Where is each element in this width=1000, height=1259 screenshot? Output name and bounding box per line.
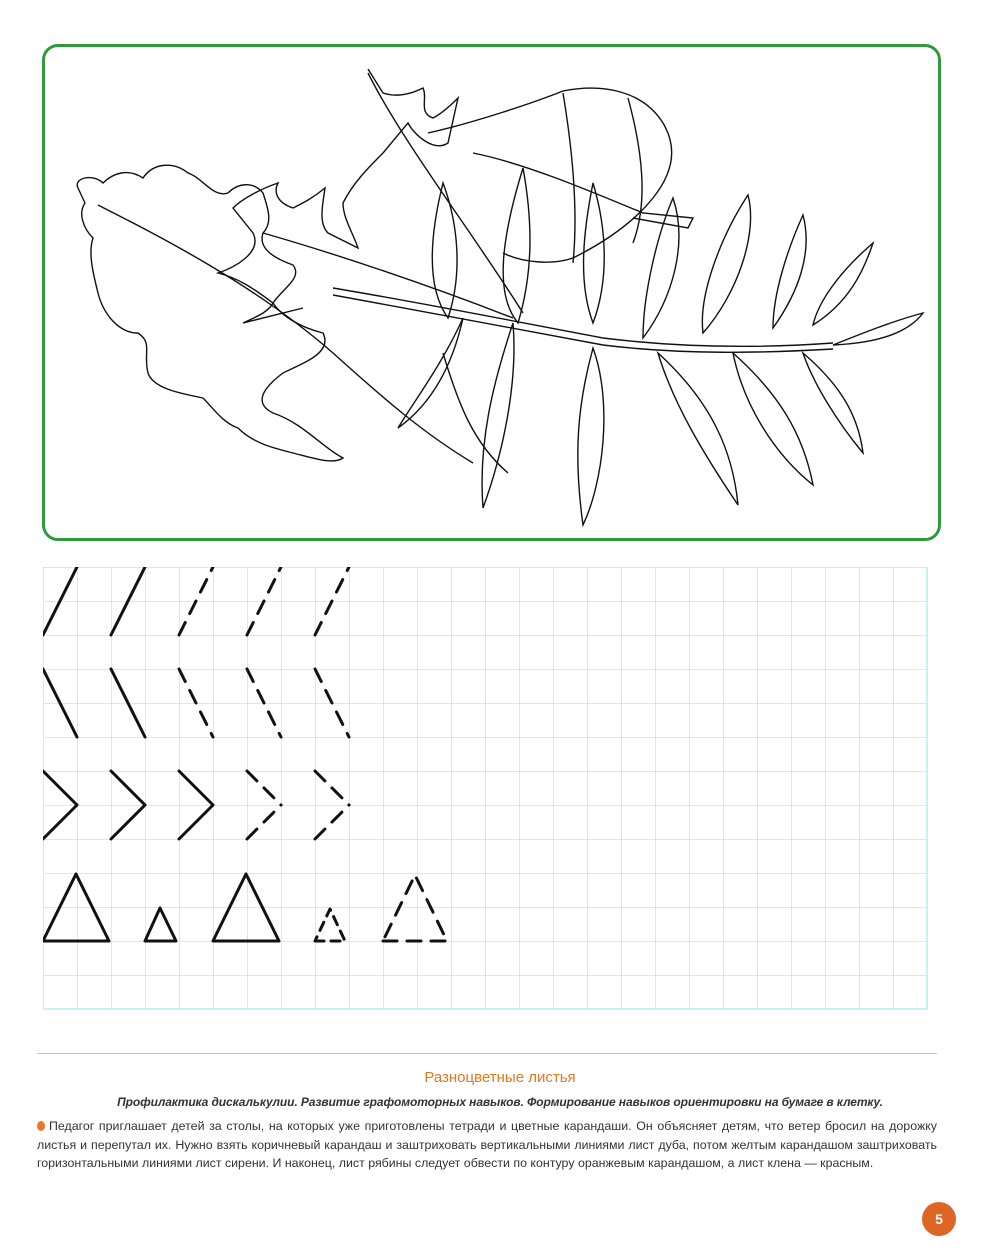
maple-leaf [218, 69, 458, 323]
exercise-subtitle: Профилактика дискалькулии. Развитие графомоторных навыков. Формирование навыков ориентировки на бумаге в клетку. [117, 1095, 883, 1109]
page-number-badge: 5 [922, 1202, 956, 1236]
section-divider [37, 1053, 937, 1054]
bullet-icon [37, 1121, 45, 1131]
instructions-text: Педагог приглашает детей за столы, на которых уже приготовлены тетради и цветные карандаши. Он объясняет детям, что ветер бросил на дорожку листья и перепутал их. Нужно взять коричневый карандаш и заштриховать вертикальными линиями лист дуба, потом желтым карандашом заштриховать горизонтальными линиями лист сирени. И наконец, лист рябины следует обвести по контуру оранжевым карандашом, а лист клена — красным. [37, 1119, 937, 1170]
illustration-frame [42, 44, 941, 541]
exercise-instructions [37, 1117, 937, 1173]
oak-leaf [77, 165, 343, 461]
exercise-title: Разноцветные листья [424, 1069, 576, 1086]
rowan-leaf [333, 288, 833, 346]
grid-svg [43, 567, 933, 1012]
exercise-grid [43, 567, 933, 1017]
leaves-illustration [45, 47, 938, 538]
